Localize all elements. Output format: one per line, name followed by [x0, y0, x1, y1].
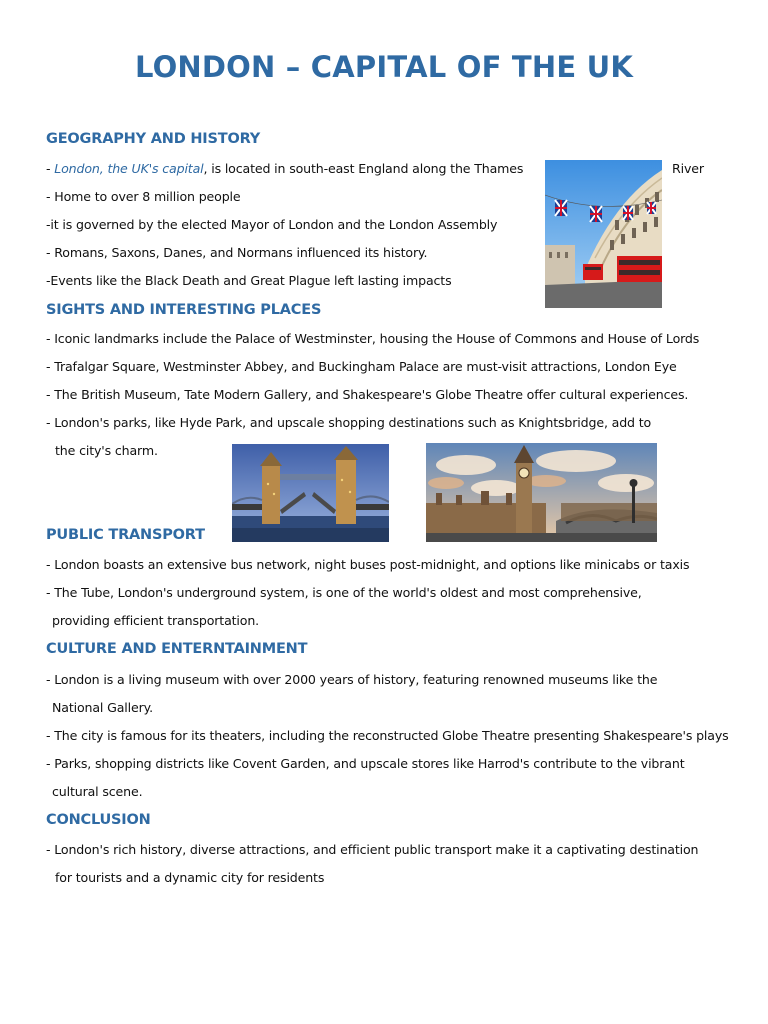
transport-line-2: - The Tube, London's underground system, is one of the world's oldest and most comprehensive,: [46, 585, 642, 600]
sights-line-1: - Iconic landmarks include the Palace of Westminster, housing the House of Commons and House of Lords: [46, 331, 700, 346]
geo-line-3: -it is governed by the elected Mayor of London and the London Assembly: [46, 217, 498, 232]
geo-line-1: [46, 161, 523, 176]
culture-line-3: - The city is famous for its theaters, including the reconstructed Globe Theatre presenting Shakespeare's plays: [46, 728, 729, 743]
conclusion-line-2: for tourists and a dynamic city for residents: [55, 870, 325, 885]
conclusion-line-1: - London's rich history, diverse attractions, and efficient public transport make it a captivating destination: [46, 842, 699, 857]
heading-geography-history: GEOGRAPHY AND HISTORY: [46, 131, 261, 147]
culture-line-2: National Gallery.: [52, 700, 153, 715]
transport-line-1: - London boasts an extensive bus network, night buses post-midnight, and options like minicabs or taxis: [46, 557, 690, 572]
geo-line-1-text: , is located in south-east England along the Thames: [203, 161, 524, 176]
heading-sights: SIGHTS AND INTERESTING PLACES: [46, 302, 322, 318]
heading-public-transport: PUBLIC TRANSPORT: [46, 527, 205, 543]
regent-street-photo: [545, 160, 662, 308]
geo-line-5: -Events like the Black Death and Great Plague left lasting impacts: [46, 273, 452, 288]
london-capital-link[interactable]: London, the UK's capital: [54, 161, 204, 176]
culture-line-1: - London is a living museum with over 2000 years of history, featuring renowned museums like the: [46, 672, 658, 687]
tower-bridge-photo: [232, 444, 389, 542]
sights-line-5: the city's charm.: [55, 443, 158, 458]
sights-line-2: - Trafalgar Square, Westminster Abbey, and Buckingham Palace are must-visit attractions, London Eye: [46, 359, 677, 374]
sights-line-3: - The British Museum, Tate Modern Gallery, and Shakespeare's Globe Theatre offer cultural experiences.: [46, 387, 689, 402]
culture-line-4: - Parks, shopping districts like Covent Garden, and upscale stores like Harrod's contribute to the vibrant: [46, 756, 685, 771]
heading-culture: CULTURE AND ENTERNTAINMENT: [46, 641, 308, 657]
geo-line-4: - Romans, Saxons, Danes, and Normans influenced its history.: [46, 245, 428, 260]
heading-conclusion: CONCLUSION: [46, 812, 151, 828]
transport-line-3: providing efficient transportation.: [52, 613, 260, 628]
page-title: LONDON – CAPITAL OF THE UK: [134, 50, 634, 84]
geo-line-2: - Home to over 8 million people: [46, 189, 241, 204]
culture-line-5: cultural scene.: [52, 784, 143, 799]
sights-line-4: - London's parks, like Hyde Park, and upscale shopping destinations such as Knightsbridge, add to: [46, 415, 652, 430]
geo-line-1-prefix: -: [46, 161, 55, 176]
geo-line-1-end: River: [672, 161, 704, 176]
big-ben-photo: [426, 443, 657, 542]
